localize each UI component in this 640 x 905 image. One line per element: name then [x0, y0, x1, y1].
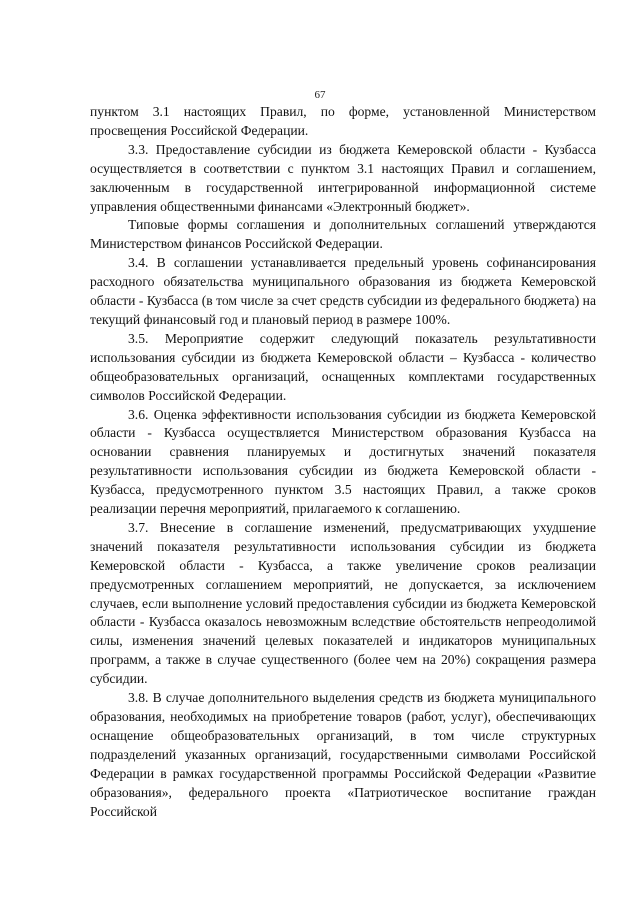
paragraph-3-7: 3.7. Внесение в соглашение изменений, предусматривающих ухудшение значений показателя результативности использования субсидии из бюджета Кемеровской области - Кузбасса, а также увеличение сроков реализации предусмотренных соглашением мероприятий, не допускается, за исключением случаев, если выполнение условий предоставления субсидии из бюджета Кемеровской области - Кузбасса оказалось невозможным вследствие обстоятельств непреодолимой силы, изменения значений целевых показателей и индикаторов муниципальных программ, а также в случае существенного (более чем на 20%) сокращения размера субсидии. [90, 519, 596, 687]
paragraph-3-8: 3.8. В случае дополнительного выделения средств из бюджета муниципального образования, необходимых на приобретение товаров (работ, услуг), обеспечивающих оснащение общеобразовательных организаций, в том числе структурных подразделений указанных организаций, государственными символами Российской Федерации в рамках государственной программы Российской Федерации «Развитие образования», федерального проекта «Патриотическое воспитание граждан Российской [90, 690, 596, 819]
paragraph-3-6: 3.6. Оценка эффективности использования субсидии из бюджета Кемеровской области - Кузбасса осуществляется Министерством образования Кузбасса на основании сравнения планируемых и достигнутых значений показателя результативности использования субсидии из бюджета Кемеровской области - Кузбасса, предусмотренного пунктом 3.5 настоящих Правил, а также сроков реализации перечня мероприятий, прилагаемого к соглашению. [90, 406, 596, 517]
paragraph-continuation: пунктом 3.1 настоящих Правил, по форме, установленной Министерством просвещения Российской Федерации. [90, 104, 596, 138]
page-number: 67 [314, 89, 326, 101]
paragraph-3-4: 3.4. В соглашении устанавливается предельный уровень софинансирования расходного обязательства муниципального образования из бюджета Кемеровской области - Кузбасса (в том числе за счет средств субсидии из федерального бюджета) на текущий финансовый год и плановый период в размере 100%. [90, 255, 596, 327]
paragraph-standard-forms: Типовые формы соглашения и дополнительных соглашений утверждаются Министерством финансов Российской Федерации. [90, 217, 596, 252]
paragraph-3-3: 3.3. Предоставление субсидии из бюджета Кемеровской области - Кузбасса осуществляется в соответствии с пунктом 3.1 настоящих Правил и соглашением, заключенным в государственной интегрированной информационной системе управления общественными финансами «Электронный бюджет». [90, 141, 596, 214]
document-body [90, 103, 596, 821]
paragraph-3-5: 3.5. Мероприятие содержит следующий показатель результативности использования субсидии из бюджета Кемеровской области – Кузбасса - количество общеобразовательных организаций, оснащенных комплектами государственных символов Российской Федерации. [90, 330, 596, 403]
